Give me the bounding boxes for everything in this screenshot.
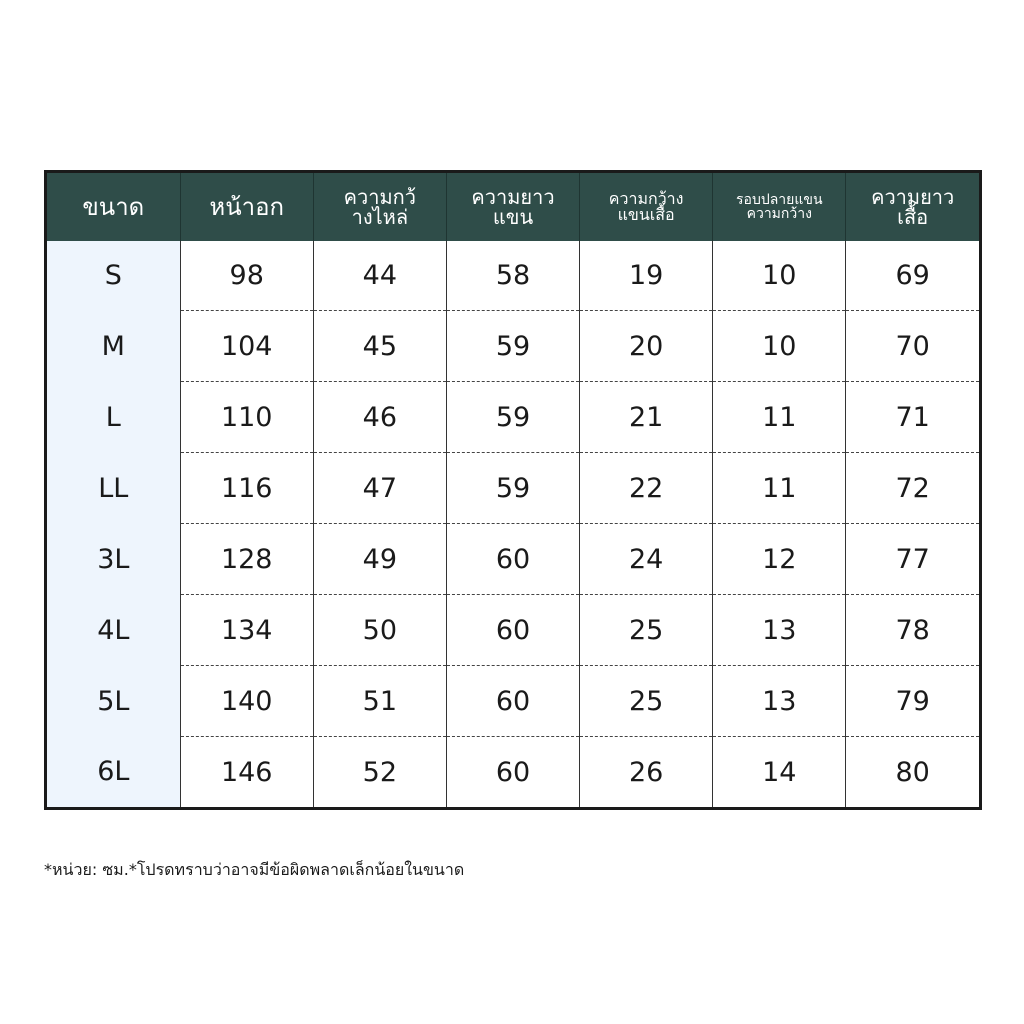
sleeve-width-cell: 19 <box>580 241 713 311</box>
chest-cell: 98 <box>180 241 313 311</box>
size-label: LL <box>47 453 180 524</box>
length-cell: 78 <box>846 595 979 666</box>
sleeve-length-cell: 60 <box>446 595 579 666</box>
header-sleeve-width <box>580 173 713 241</box>
chest-cell: 116 <box>180 453 313 524</box>
header-chest-line1: หน้าอก <box>209 193 285 221</box>
sleeve-width-cell: 25 <box>580 595 713 666</box>
length-cell: 79 <box>846 666 979 737</box>
size-label: 5L <box>47 666 180 737</box>
header-shoulder-width <box>313 173 446 241</box>
length-cell: 69 <box>846 241 979 311</box>
shoulder-cell: 45 <box>313 311 446 382</box>
header-sleeve-width-line1: ความกว้าง <box>608 189 684 208</box>
size-label: 4L <box>47 595 180 666</box>
sleeve-length-cell: 58 <box>446 241 579 311</box>
sleeve-width-cell: 24 <box>580 524 713 595</box>
shoulder-cell: 51 <box>313 666 446 737</box>
sleeve-length-cell: 59 <box>446 311 579 382</box>
header-cuff-width-line1: รอบปลายแขน <box>736 192 823 208</box>
size-chart-table <box>44 170 982 810</box>
chest-cell: 134 <box>180 595 313 666</box>
header-shirt-length <box>846 173 979 241</box>
length-cell: 80 <box>846 737 979 807</box>
header-chest <box>180 173 313 241</box>
shoulder-cell: 46 <box>313 382 446 453</box>
shoulder-cell: 47 <box>313 453 446 524</box>
sleeve-width-cell: 26 <box>580 737 713 807</box>
cuff-cell: 11 <box>713 453 846 524</box>
cuff-cell: 10 <box>713 311 846 382</box>
cuff-cell: 12 <box>713 524 846 595</box>
cuff-cell: 10 <box>713 241 846 311</box>
header-size <box>47 173 180 241</box>
sleeve-length-cell: 59 <box>446 382 579 453</box>
chest-cell: 140 <box>180 666 313 737</box>
header-cuff-width <box>713 173 846 241</box>
sleeve-width-cell: 20 <box>580 311 713 382</box>
header-shirt-length-line1: ความยาว <box>871 185 955 209</box>
table-row <box>47 382 979 453</box>
size-label: S <box>47 241 180 311</box>
shoulder-cell: 44 <box>313 241 446 311</box>
table-row <box>47 453 979 524</box>
chest-cell: 128 <box>180 524 313 595</box>
chest-cell: 110 <box>180 382 313 453</box>
header-sleeve-length-line2: แขน <box>492 205 534 229</box>
footnote-text: *หน่วย: ซม.*โปรดทราบว่าอาจมีข้อผิดพลาดเล็กน้อยในขนาด <box>44 860 465 879</box>
sleeve-length-cell: 60 <box>446 737 579 807</box>
header-sleeve-width-line2: แขนเสื้อ <box>617 205 675 224</box>
sleeve-length-cell: 60 <box>446 666 579 737</box>
size-label: 3L <box>47 524 180 595</box>
sleeve-length-cell: 60 <box>446 524 579 595</box>
header-shirt-length-line2: เสื้อ <box>897 205 929 229</box>
length-cell: 72 <box>846 453 979 524</box>
table-row <box>47 241 979 311</box>
header-cuff-width-line2: ความกว้าง <box>746 206 812 222</box>
length-cell: 71 <box>846 382 979 453</box>
shoulder-cell: 50 <box>313 595 446 666</box>
cuff-cell: 13 <box>713 595 846 666</box>
length-cell: 70 <box>846 311 979 382</box>
table-row <box>47 524 979 595</box>
shoulder-cell: 52 <box>313 737 446 807</box>
sleeve-width-cell: 21 <box>580 382 713 453</box>
length-cell: 77 <box>846 524 979 595</box>
sleeve-width-cell: 25 <box>580 666 713 737</box>
size-label: L <box>47 382 180 453</box>
size-label: M <box>47 311 180 382</box>
table-row <box>47 666 979 737</box>
shoulder-cell: 49 <box>313 524 446 595</box>
table-row <box>47 737 979 807</box>
cuff-cell: 11 <box>713 382 846 453</box>
header-sleeve-length <box>446 173 579 241</box>
chest-cell: 104 <box>180 311 313 382</box>
table-row <box>47 595 979 666</box>
header-sleeve-length-line1: ความยาว <box>471 185 555 209</box>
chest-cell: 146 <box>180 737 313 807</box>
header-size-line1: ขนาด <box>82 193 145 221</box>
sleeve-width-cell: 22 <box>580 453 713 524</box>
header-row <box>47 173 979 241</box>
cuff-cell: 13 <box>713 666 846 737</box>
header-shoulder-width-line1: ความกว้ <box>343 185 417 209</box>
table-row <box>47 311 979 382</box>
sleeve-length-cell: 59 <box>446 453 579 524</box>
cuff-cell: 14 <box>713 737 846 807</box>
size-label: 6L <box>47 737 180 807</box>
header-shoulder-width-line2: างไหล่ <box>351 205 409 229</box>
